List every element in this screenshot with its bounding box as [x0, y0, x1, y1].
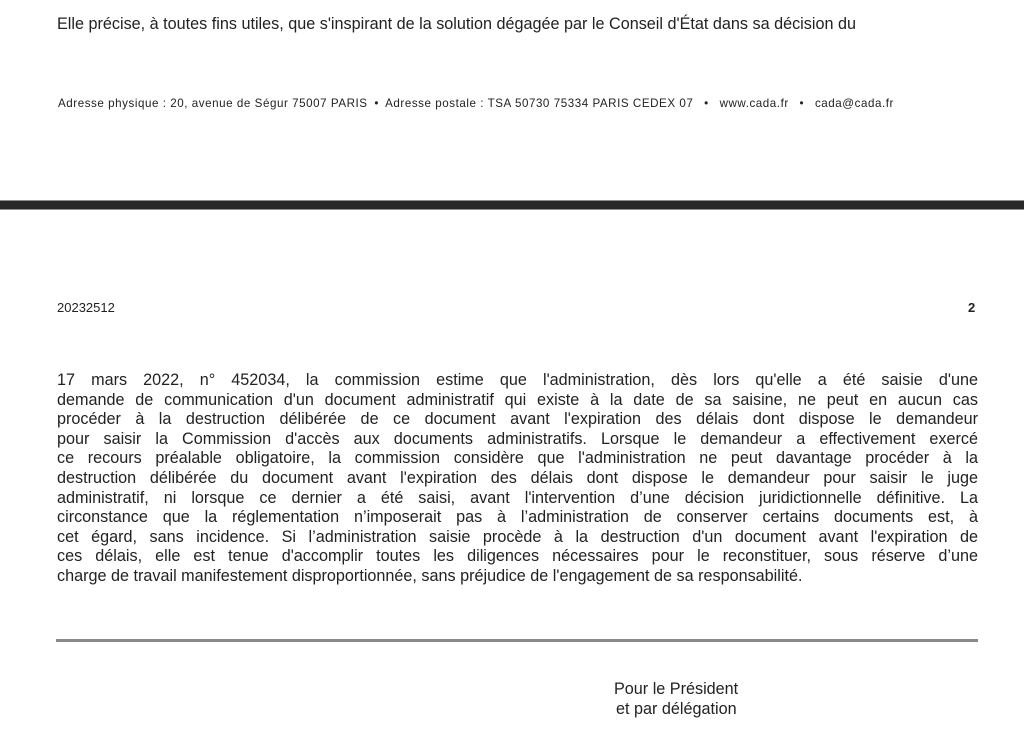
signature-block [614, 679, 738, 719]
body-paragraph [57, 371, 978, 587]
page-number: 2 [968, 300, 976, 315]
body-line: pour saisir la Commission d'accès aux documents administratifs. Lorsque le demandeur a effectivement exercé [57, 429, 978, 448]
email-link[interactable]: cada@cada.fr [814, 97, 894, 110]
physical-address: Adresse physique : 20, avenue de Ségur 75007 PARIS [58, 97, 368, 110]
page-footer-address [58, 97, 978, 111]
document-reference-number: 20232512 [57, 300, 115, 315]
body-line: ces délais, elle est tenue d'accomplir toutes les diligences nécessaires pour le reconstituer, sous réserve d’une [57, 547, 978, 566]
signature-line-delegation: et par délégation [616, 700, 737, 718]
body-line: cet égard, sans incidence. Si l’administration saisie procède à la destruction d'un document avant l'expiration de [57, 527, 978, 546]
bullet-separator: • [374, 97, 379, 110]
page-separator [0, 200, 1024, 210]
body-line: charge de travail manifestement disproportionnée, sans préjudice de l'engagement de sa responsabilité. [57, 566, 803, 585]
body-line: demande de communication d'un document administratif qui existe à la date de sa saisine, ne peut en aucun cas [57, 390, 978, 409]
website-link[interactable]: www.cada.fr [719, 97, 789, 110]
horizontal-rule [56, 639, 978, 642]
body-line: circonstance que la réglementation n’imposerait pas à l’administration de conserver certains documents est, à [57, 508, 978, 527]
body-line: administratif, ni lorsque ce dernier a été saisi, avant l'intervention d’une décision juridictionnelle définitive. La [57, 488, 978, 507]
signature-line-president: Pour le Président [614, 680, 739, 698]
postal-address: Adresse postale : TSA 50730 75334 PARIS CEDEX 07 [385, 97, 694, 110]
bullet-separator: • [799, 97, 805, 110]
previous-page [0, 0, 1024, 200]
bullet-separator: • [704, 97, 709, 110]
body-line: 17 mars 2022, n° 452034, la commission estime que l'administration, dès lors qu'elle a été saisie d'une [57, 371, 978, 389]
body-line: ce recours préalable obligatoire, la commission considère que l'administration ne peut davantage procéder à la [57, 449, 978, 468]
body-line: destruction délibérée du document avant l'expiration des délais dont dispose le demandeur pour saisir le juge [57, 468, 978, 487]
previous-page-last-line: Elle précise, à toutes fins utiles, que s'inspirant de la solution dégagée par le Conseil d'État dans sa décision du [57, 15, 856, 33]
body-line: procéder à la destruction délibérée de ce document avant l'expiration des délais dont dispose le demandeur [57, 410, 978, 429]
